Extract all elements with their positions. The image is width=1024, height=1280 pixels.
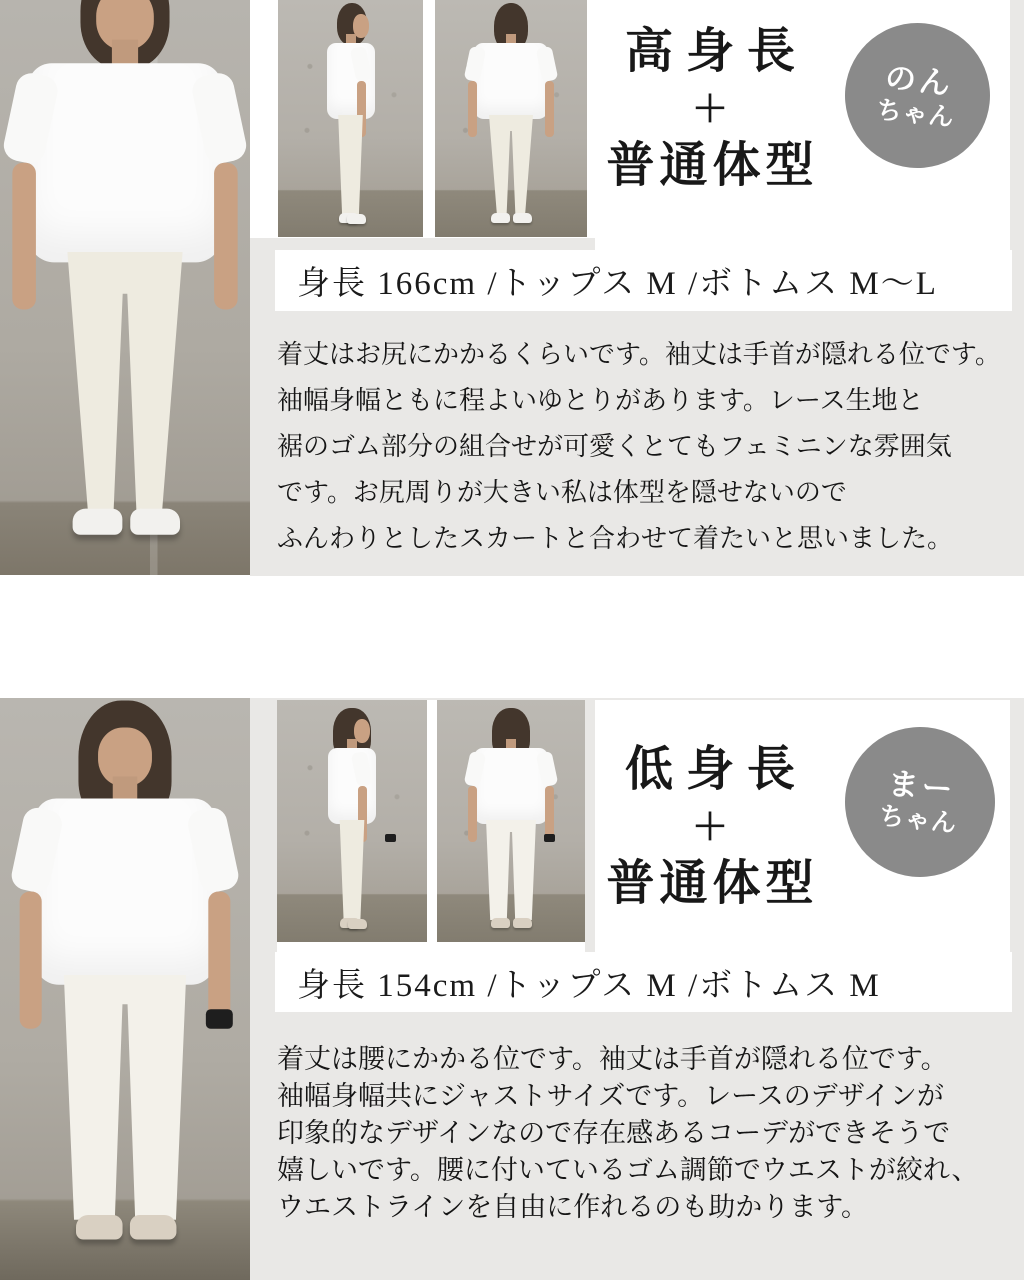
body-type-heading-tall <box>595 22 825 196</box>
figure-arm <box>12 163 36 310</box>
model-photo-side-view-short <box>277 700 427 942</box>
body-type-heading-short <box>595 740 825 914</box>
figure-shoe <box>348 919 367 929</box>
figure-shoe <box>491 213 510 223</box>
description-line: ふんわりとしたスカートと合わせて着たいと思いました。 <box>277 523 954 553</box>
figure-pants <box>67 252 182 514</box>
model-figure-front <box>3 701 248 1265</box>
description-line: です。お尻周りが大きい私は体型を隠せないので <box>277 477 847 507</box>
description-line: 袖幅身幅共にジャストサイズです。レースのデザインが <box>277 1081 944 1111</box>
figure-arm <box>214 163 238 310</box>
model-photo-front-view-short <box>0 698 250 1280</box>
description-line: ウエストラインを自由に作れるのも助かります。 <box>277 1192 869 1222</box>
description-line: 着丈はお尻にかかるくらいです。袖丈は手首が隠れる位です。 <box>277 339 1001 369</box>
model-nickname-badge <box>838 720 1003 885</box>
heading-plus-sign: ＋ <box>691 89 728 129</box>
nickname-line-2: ちゃん <box>877 801 959 838</box>
heading-line-height: 高身長 <box>624 25 808 78</box>
figure-shoe <box>73 509 123 535</box>
figure-pants <box>61 975 188 1220</box>
model-nickname-badge <box>838 16 997 175</box>
model-figure-back <box>461 3 561 233</box>
wristwatch <box>385 834 396 842</box>
small-photos-frame-short <box>277 700 585 952</box>
nickname-line-1: まー <box>885 765 958 808</box>
figure-shoe <box>347 214 366 224</box>
model-figure-side <box>302 708 402 938</box>
small-photos-frame-tall <box>250 0 595 238</box>
description-line: 印象的なデザインなので存在感あるコーデができそうで <box>277 1118 951 1148</box>
figure-shoe <box>76 1215 123 1240</box>
figure-shoe <box>491 918 510 928</box>
figure-shoe <box>130 1215 177 1240</box>
figure-pants <box>485 820 537 920</box>
figure-arm <box>20 892 42 1029</box>
figure-pants <box>338 820 366 920</box>
model-photo-side-view-tall <box>278 0 423 237</box>
heading-line-bodytype: 普通体型 <box>606 857 819 910</box>
description-line: 着丈は腰にかかる位です。袖丈は手首が隠れる位です。 <box>277 1044 948 1074</box>
figure-arm <box>468 786 477 842</box>
model-photo-back-view-tall <box>435 0 587 237</box>
model-figure-side <box>301 3 401 233</box>
model-photo-front-view-tall <box>0 0 250 575</box>
nickname-line-2: ちゃん <box>875 95 956 132</box>
size-info-bar-tall <box>275 250 1012 311</box>
description-line: 袖幅身幅ともに程よいゆとりがあります。レース生地と <box>277 385 924 415</box>
description-line: 嬉しいです。腰に付いているゴム調節でウエストが絞れ、 <box>277 1155 979 1185</box>
wristwatch <box>206 1009 233 1029</box>
figure-arm <box>545 81 554 137</box>
heading-line-bodytype: 普通体型 <box>606 139 819 192</box>
wristwatch <box>544 834 555 842</box>
heading-line-height: 低身長 <box>624 743 808 796</box>
heading-plus-sign: ＋ <box>691 807 728 847</box>
model-figure-back <box>461 708 561 938</box>
fit-description-tall <box>277 331 1001 561</box>
figure-shoe <box>513 213 532 223</box>
figure-shoe <box>513 918 532 928</box>
figure-pants <box>489 115 533 215</box>
figure-shoe <box>130 509 180 535</box>
model-figure-front <box>0 0 250 561</box>
fit-description-short <box>277 1041 978 1226</box>
model-photo-back-view-short <box>437 700 585 942</box>
size-info-text: 身長 166cm /トップス M /ボトムス M〜L <box>297 266 938 302</box>
description-line: 裾のゴム部分の組合せが可愛くとてもフェミニンな雰囲気 <box>277 431 952 461</box>
size-info-bar-short <box>275 952 1012 1012</box>
figure-pants <box>337 115 365 215</box>
size-info-text: 身長 154cm /トップス M /ボトムス M <box>297 967 881 1004</box>
figure-arm <box>468 81 477 137</box>
nickname-line-1: のん <box>883 59 955 102</box>
